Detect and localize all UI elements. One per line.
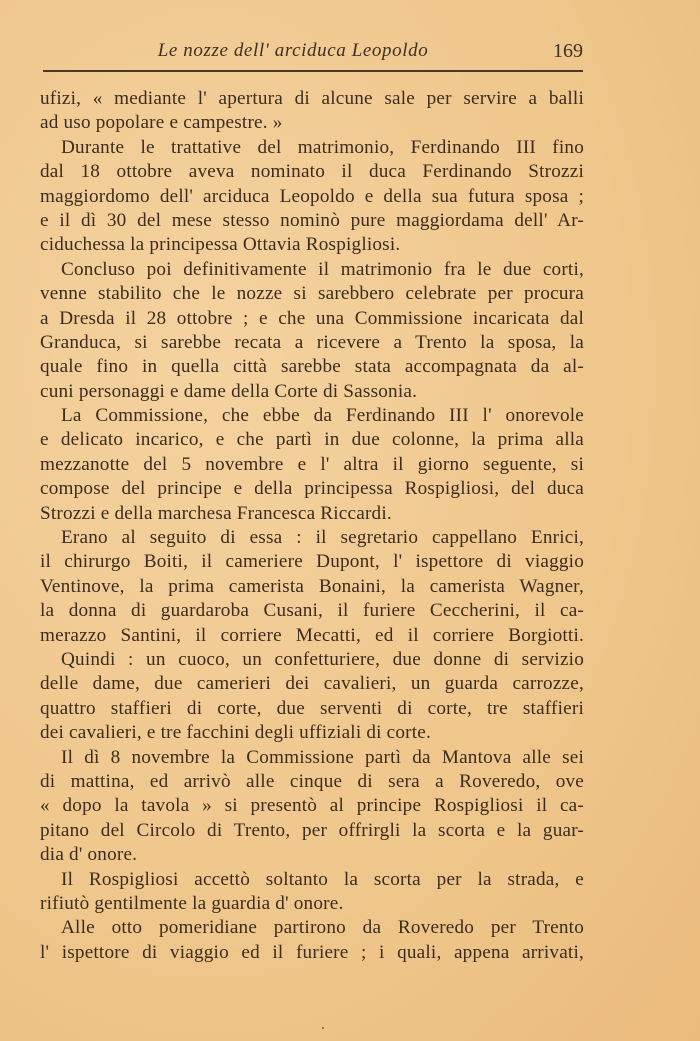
text-line: mezzanotte del 5 novembre e l' altra il giorno seguente, si: [40, 453, 584, 475]
text-line: l' ispettore di viaggio ed il furiere ; i quali, appena arrivati,: [40, 941, 584, 963]
header-rule: [43, 70, 583, 72]
text-line: dia d' onore.: [40, 844, 138, 866]
text-line: dei cavalieri, e tre facchini degli uffiziali di corte.: [40, 722, 432, 744]
body-text: [40, 87, 584, 965]
text-line: dal 18 ottobre aveva nominato il duca Ferdinando Strozzi: [40, 161, 584, 183]
text-line: Granduca, si sarebbe recata a ricevere a Trento la sposa, la: [40, 331, 584, 353]
text-line: la donna di guardaroba Cusani, il furiere Ceccherini, il ca-: [40, 600, 584, 622]
text-line: quale fino in quella città sarebbe stata accompagnata da al-: [40, 356, 584, 378]
text-line: e il dì 30 del mese stesso nominò pure maggiordama dell' Ar-: [40, 209, 584, 231]
text-line: e delicato incarico, e che partì in due colonne, la prima alla: [40, 429, 584, 451]
text-line: Concluso poi definitivamente il matrimonio fra le due corti,: [61, 258, 584, 280]
text-line: Il dì 8 novembre la Commissione partì da Mantova alle sei: [61, 746, 584, 768]
text-line: ufizi, « mediante l' apertura di alcune sale per servire a balli: [40, 88, 584, 109]
running-title: Le nozze dell' arciduca Leopoldo: [157, 40, 429, 61]
page-header: [43, 36, 583, 66]
text-line: Alle otto pomeridiane partirono da Roveredo per Trento: [61, 917, 584, 939]
text-line: venne stabilito che le nozze si sarebbero celebrate per procura: [40, 283, 584, 305]
text-line: ad uso popolare e campestre. »: [40, 112, 283, 134]
text-line: compose del principe e della principessa Rospigliosi, del duca: [40, 478, 584, 500]
page-number: 169: [553, 40, 583, 62]
text-line: La Commissione, che ebbe da Ferdinando III l' onorevole: [61, 405, 584, 427]
text-line: Ventinove, la prima camerista Bonaini, la camerista Wagner,: [40, 575, 584, 597]
text-line: cuni personaggi e dame della Corte di Sassonia.: [40, 380, 418, 402]
text-line: Durante le trattative del matrimonio, Ferdinando III fino: [61, 136, 584, 158]
text-line: Il Rospigliosi accettò soltanto la scorta per la strada, e: [61, 868, 584, 890]
text-line: di mattina, ed arrivò alle cinque di sera a Roveredo, ove: [40, 770, 584, 792]
text-line: ciduchessa la principessa Ottavia Rospigliosi.: [40, 234, 401, 256]
text-line: Quindi : un cuoco, un confetturiere, due donne di servizio: [61, 648, 584, 670]
text-line: pitano del Circolo di Trento, per offrirgli la scorta e la guar-: [40, 819, 584, 841]
page-speck: [322, 1027, 324, 1029]
text-line: merazzo Santini, il corriere Mecatti, ed il corriere Borgiotti.: [40, 624, 584, 646]
text-line: il chirurgo Boiti, il cameriere Dupont, l' ispettore di viaggio: [40, 551, 584, 573]
text-line: maggiordomo dell' arciduca Leopoldo e della sua futura sposa ;: [40, 185, 584, 207]
text-line: rifiutò gentilmente la guardia d' onore.: [40, 892, 344, 914]
text-line: Strozzi e della marchesa Francesca Riccardi.: [40, 502, 392, 524]
text-line: « dopo la tavola » si presentò al principe Rospigliosi il ca-: [40, 795, 584, 817]
text-line: delle dame, due camerieri dei cavalieri, un guarda carrozze,: [40, 673, 584, 695]
text-line: quattro staffieri di corte, due serventi di corte, tre staffieri: [40, 697, 584, 719]
text-line: Erano al seguito di essa : il segretario cappellano Enrici,: [61, 527, 584, 549]
text-line: a Dresda il 28 ottobre ; e che una Commissione incaricata dal: [40, 307, 584, 329]
